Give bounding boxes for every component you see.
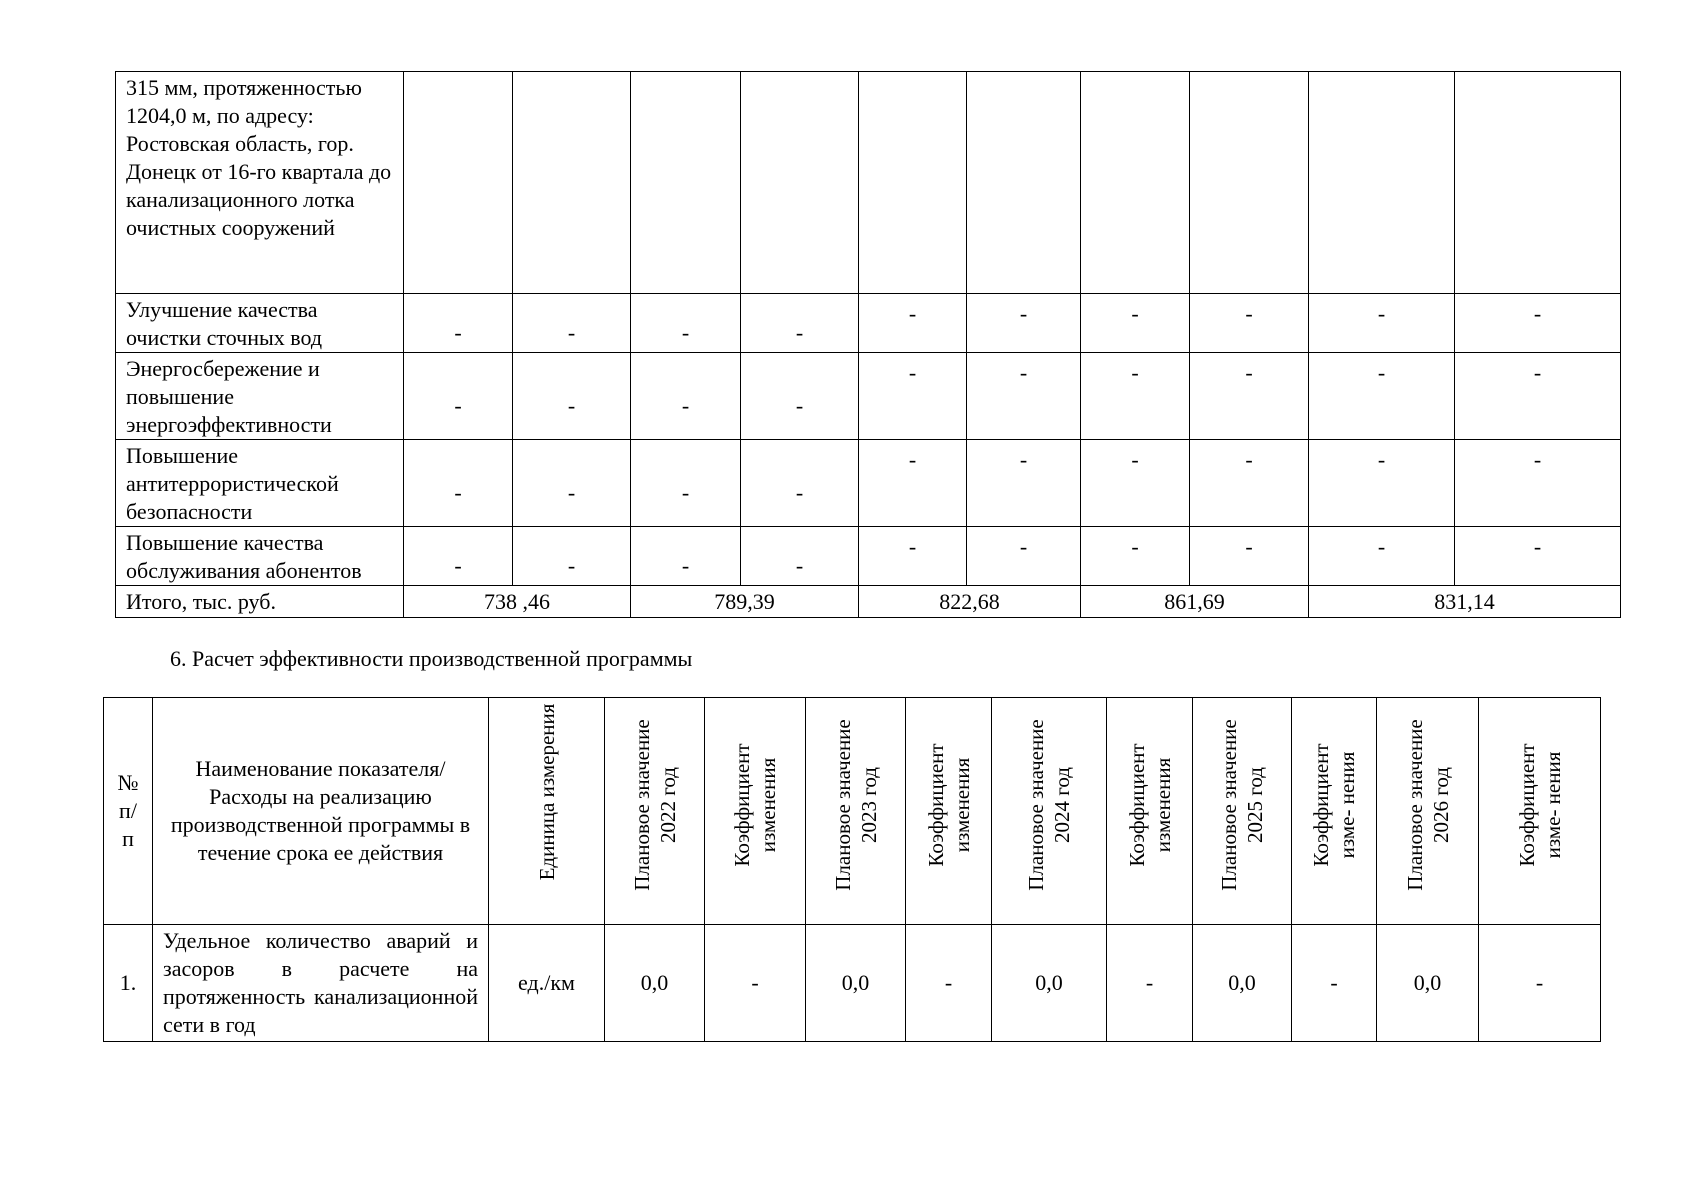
- table-cell: 0,0: [1193, 925, 1292, 1042]
- table-cell: 0,0: [1377, 925, 1479, 1042]
- total-value: 822,68: [859, 586, 1081, 618]
- table-row: [104, 925, 1601, 1042]
- table-cell: -: [1081, 440, 1190, 527]
- table-cell: -: [513, 294, 631, 353]
- table-cell: -: [741, 353, 859, 440]
- table-cell: -: [1190, 527, 1309, 586]
- table-cell: -: [967, 527, 1081, 586]
- table-row: [116, 294, 1621, 353]
- header-coef: Коэффициент изменения: [906, 698, 992, 925]
- table-cell: -: [513, 440, 631, 527]
- header-coef: Коэффициент изме- нения: [1479, 698, 1601, 925]
- header-unit: Единица измерения: [489, 698, 605, 925]
- total-row: [116, 586, 1621, 618]
- table-row: [116, 353, 1621, 440]
- table-cell: -: [859, 527, 967, 586]
- row-name: Повышение качества обслуживания абонентов: [116, 527, 404, 586]
- table-cell: -: [741, 527, 859, 586]
- table-cell: -: [1479, 925, 1601, 1042]
- header-plan-2025: Плановое значение 2025 год: [1193, 698, 1292, 925]
- table-cell: -: [906, 925, 992, 1042]
- table-cell: -: [404, 294, 513, 353]
- table-cell: -: [404, 527, 513, 586]
- table-cell: -: [859, 353, 967, 440]
- row-name: Улучшение качества очистки сточных вод: [116, 294, 404, 353]
- table-cell: -: [1107, 925, 1193, 1042]
- table-cell: -: [741, 294, 859, 353]
- table-cell: -: [1455, 353, 1621, 440]
- table-cell: 0,0: [605, 925, 705, 1042]
- table-cell: -: [967, 353, 1081, 440]
- table-cell: -: [404, 353, 513, 440]
- total-value: 831,14: [1309, 586, 1621, 618]
- row-unit: ед./км: [489, 925, 605, 1042]
- table-cell: -: [859, 440, 967, 527]
- row-name: Удельное количество аварий и засоров в расчете на протяженность канализационной сети в год: [153, 925, 489, 1042]
- table-cell: -: [705, 925, 806, 1042]
- header-coef: Коэффициент изменения: [1107, 698, 1193, 925]
- table-cell: -: [1081, 353, 1190, 440]
- header-num: № п/ п: [104, 698, 153, 925]
- table-cell: 0,0: [806, 925, 906, 1042]
- table-cell: -: [631, 353, 741, 440]
- header-plan-2023: Плановое значение 2023 год: [806, 698, 906, 925]
- table-header-row: [104, 698, 1601, 925]
- table-row: [116, 527, 1621, 586]
- table-cell: -: [1309, 294, 1455, 353]
- table-cell: -: [967, 294, 1081, 353]
- table-cell: -: [1309, 440, 1455, 527]
- table-cell: -: [1455, 294, 1621, 353]
- table-row: [116, 72, 1621, 294]
- table-cell: -: [1081, 294, 1190, 353]
- table-cell: -: [1309, 527, 1455, 586]
- table-cell: -: [631, 527, 741, 586]
- row-name: 315 мм, протяженностью 1204,0 м, по адресу: Ростовская область, гор. Донецк от 16-го квартала до канализационного лотка очистных сооружений: [116, 72, 404, 294]
- total-value: 861,69: [1081, 586, 1309, 618]
- table-row: [116, 440, 1621, 527]
- table-cell: -: [1292, 925, 1377, 1042]
- table-cell: -: [1190, 440, 1309, 527]
- row-name: Повышение антитеррористической безопасности: [116, 440, 404, 527]
- table-cell: -: [513, 353, 631, 440]
- table-cell: -: [741, 440, 859, 527]
- row-name: Энергосбережение и повышение энергоэффективности: [116, 353, 404, 440]
- header-plan-2024: Плановое значение 2024 год: [992, 698, 1107, 925]
- table-cell: -: [404, 440, 513, 527]
- table-cell: -: [631, 294, 741, 353]
- table-cell: -: [631, 440, 741, 527]
- total-value: 738 ,46: [404, 586, 631, 618]
- header-name: Наименование показателя/Расходы на реализацию производственной программы в течение срока ее действия: [153, 698, 489, 925]
- header-coef: Коэффициент изме- нения: [1292, 698, 1377, 925]
- table-cell: -: [1455, 527, 1621, 586]
- table-cell: -: [1081, 527, 1190, 586]
- table-cell: -: [1190, 294, 1309, 353]
- table-cell: -: [1190, 353, 1309, 440]
- table-cell: -: [859, 294, 967, 353]
- header-plan-2022: Плановое значение 2022 год: [605, 698, 705, 925]
- total-label: Итого, тыс. руб.: [116, 586, 404, 618]
- table-cell: -: [513, 527, 631, 586]
- total-value: 789,39: [631, 586, 859, 618]
- table-cell: 0,0: [992, 925, 1107, 1042]
- row-num: 1.: [104, 925, 153, 1042]
- header-plan-2026: Плановое значение 2026 год: [1377, 698, 1479, 925]
- efficiency-table: [103, 697, 1601, 1042]
- section-heading: 6. Расчет эффективности производственной программы: [170, 646, 693, 671]
- header-coef: Коэффициент изменения: [705, 698, 806, 925]
- table-cell: -: [1455, 440, 1621, 527]
- table-cell: -: [1309, 353, 1455, 440]
- expenses-table: [115, 71, 1621, 618]
- table-cell: -: [967, 440, 1081, 527]
